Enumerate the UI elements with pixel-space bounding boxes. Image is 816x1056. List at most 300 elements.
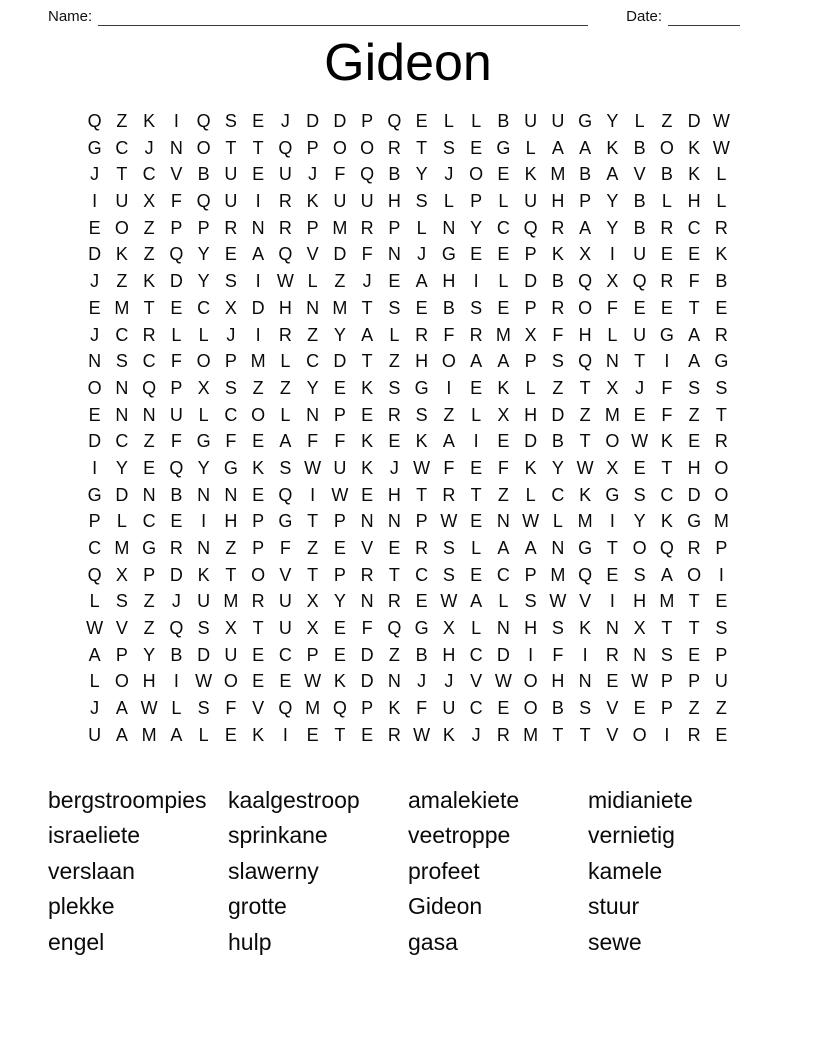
grid-letter: U [524,111,538,131]
puzzle-title: Gideon [324,34,492,92]
grid-row [81,268,735,295]
grid-letter: D [496,644,510,665]
grid-letter: N [142,404,156,425]
grid-letter: X [224,297,237,318]
grid-letter: M [250,351,266,372]
grid-letter: P [88,511,101,532]
grid-letter: N [197,484,211,505]
grid-letter: W [522,511,540,532]
grid-letter: P [115,644,128,665]
word-item: plekke [48,893,115,920]
grid-row [81,455,735,482]
grid-letter: T [252,137,264,158]
grid-letter: E [688,431,701,452]
grid-letter: E [88,217,101,238]
grid-letter: S [415,191,428,212]
grid-letter: N [306,404,320,425]
grid-letter: E [415,591,428,612]
grid-letter: C [415,564,429,585]
grid-letter: Z [388,644,400,665]
grid-letter: L [552,511,563,532]
grid-letter: E [333,377,346,398]
grid-letter: U [278,164,292,185]
grid-letter: T [143,297,155,318]
grid-letter: I [173,111,179,131]
grid-letter: O [223,671,238,692]
grid-letter: N [496,618,510,639]
grid-letter: E [715,591,728,612]
grid-letter: P [361,698,374,719]
grid-letter: K [442,724,455,745]
grid-letter: K [688,137,701,158]
grid-letter: C [142,351,156,372]
grid-letter: O [332,137,347,158]
grid-letter: A [252,244,265,265]
grid-letter: E [88,297,101,318]
grid-letter: G [87,484,102,505]
grid-letter: B [551,271,564,292]
grid-letter: R [387,404,401,425]
grid-letter: A [361,324,374,345]
grid-letter: E [170,511,183,532]
grid-letter: O [87,377,102,398]
grid-letter: G [714,351,729,372]
grid-letter: E [688,244,701,265]
grid-letter: R [387,137,401,158]
grid-letter: K [524,164,537,185]
grid-letter: K [579,484,592,505]
grid-letter: H [442,271,456,292]
word-list-column [228,783,408,961]
grid-letter: B [442,297,455,318]
grid-letter: E [497,244,510,265]
grid-letter: Z [661,111,673,131]
grid-letter: Y [470,217,483,238]
grid-letter: F [334,164,346,185]
grid-letter: Z [443,404,455,425]
grid-letter: Q [196,111,211,131]
grid-letter: L [716,164,727,185]
grid-letter: S [224,111,237,131]
grid-row [81,508,735,535]
grid-letter: A [497,351,510,372]
grid-letter: M [659,591,675,612]
grid-letter: K [606,137,619,158]
grid-letter: B [715,271,728,292]
grid-letter: K [388,698,401,719]
grid-letter: X [115,564,128,585]
grid-letter: T [579,431,591,452]
grid-letter: O [114,671,129,692]
word-list-column [588,783,768,961]
grid-letter: O [469,164,484,185]
grid-letter: H [387,484,401,505]
grid-letter: J [635,377,645,398]
grid-letter: P [415,511,428,532]
grid-letter: W [195,671,213,692]
grid-letter: T [361,297,373,318]
grid-letter: Z [116,111,128,131]
grid-letter: B [197,164,210,185]
grid-row [81,615,735,642]
grid-row [81,215,735,242]
grid-letter: I [609,591,615,612]
name-blank-line [98,10,588,26]
grid-letter: D [524,271,538,292]
grid-letter: K [415,431,428,452]
grid-letter: F [497,457,509,478]
grid-letter: S [442,137,455,158]
grid-letter: Q [578,271,593,292]
grid-letter: C [142,511,156,532]
grid-letter: U [115,191,129,212]
grid-letter: S [197,618,210,639]
grid-letter: F [416,698,428,719]
grid-letter: T [579,377,591,398]
grid-letter: V [606,724,619,745]
grid-letter: W [86,618,104,639]
grid-letter: I [92,191,98,212]
grid-letter: H [578,324,592,345]
grid-letter: R [551,297,565,318]
grid-letter: N [387,244,401,265]
grid-letter: L [198,724,209,745]
grid-letter: L [307,271,318,292]
grid-letter: T [307,564,319,585]
grid-letter: T [688,591,700,612]
grid-letter: K [197,564,210,585]
grid-letter: D [551,404,565,425]
grid-letter: L [471,404,482,425]
grid-letter: L [89,591,100,612]
grid-letter: L [525,484,536,505]
grid-letter: I [528,644,534,665]
grid-letter: X [306,618,319,639]
grid-letter: W [494,671,512,692]
grid-letter: N [551,538,565,558]
grid-letter: L [171,698,182,719]
grid-letter: M [114,538,130,558]
grid-letter: A [660,564,673,585]
grid-letter: M [523,724,539,745]
grid-letter: E [497,698,510,719]
grid-letter: E [388,431,401,452]
grid-letter: G [441,244,456,265]
grid-letter: L [280,351,291,372]
grid-letter: W [331,484,349,505]
grid-letter: G [578,111,593,131]
grid-letter: I [609,511,615,532]
grid-letter: M [332,217,348,238]
grid-letter: L [471,111,482,131]
grid-letter: S [279,457,292,478]
grid-letter: J [362,271,372,292]
grid-letter: O [687,564,702,585]
grid-letter: E [388,271,401,292]
grid-letter: E [470,244,483,265]
grid-letter: B [633,137,646,158]
grid-letter: J [417,671,427,692]
grid-letter: G [496,137,511,158]
grid-letter: Y [606,217,619,238]
grid-letter: Q [196,191,211,212]
grid-letter: Q [278,244,293,265]
grid-letter: Q [169,618,184,639]
grid-letter: F [443,324,455,345]
grid-letter: P [660,698,673,719]
grid-row [81,668,735,695]
word-item: vernietig [588,822,675,849]
grid-row [81,188,735,215]
grid-letter: W [413,724,431,745]
grid-letter: W [304,671,322,692]
grid-letter: Z [279,377,291,398]
grid-letter: E [470,564,483,585]
grid-letter: E [361,404,374,425]
grid-letter: F [661,377,673,398]
grid-letter: F [661,404,673,425]
grid-letter: E [224,244,237,265]
grid-letter: C [496,217,510,238]
word-item: gasa [408,928,458,955]
grid-letter: S [197,698,210,719]
grid-letter: T [388,564,400,585]
grid-letter: E [252,111,265,131]
grid-letter: E [688,644,701,665]
grid-letter: I [718,564,724,585]
grid-letter: S [633,564,646,585]
grid-letter: Z [688,404,700,425]
grid-letter: C [142,164,156,185]
grid-letter: W [712,137,730,158]
grid-letter: L [498,591,509,612]
grid-letter: D [360,671,374,692]
grid-letter: S [415,404,428,425]
grid-letter: H [687,191,701,212]
grid-letter: S [442,564,455,585]
grid-letter: X [224,618,237,639]
grid-letter: E [415,297,428,318]
grid-letter: X [606,271,619,292]
grid-letter: I [173,671,179,692]
grid-letter: E [306,724,319,745]
grid-letter: F [170,431,182,452]
grid-letter: M [713,511,729,532]
grid-letter: T [252,618,264,639]
grid-letter: M [550,564,566,585]
grid-letter: R [687,724,701,745]
grid-letter: L [89,671,100,692]
grid-letter: S [470,297,483,318]
grid-letter: S [524,591,537,612]
grid-letter: F [606,297,618,318]
grid-letter: H [224,511,238,532]
grid-letter: J [444,164,454,185]
grid-letter: O [114,217,129,238]
grid-letter: C [687,217,701,238]
grid-letter: J [308,164,318,185]
grid-letter: D [306,111,320,131]
grid-letter: L [198,404,209,425]
grid-letter: T [307,511,319,532]
grid-letter: B [551,431,564,452]
grid-letter: R [169,538,183,558]
grid-letter: Y [606,111,619,131]
grid-letter: A [170,724,183,745]
grid-letter: A [606,164,619,185]
grid-letter: U [278,591,292,612]
grid-letter: O [632,724,647,745]
grid-letter: B [415,644,428,665]
grid-letter: R [278,324,292,345]
grid-letter: A [279,431,292,452]
grid-letter: C [88,538,102,558]
grid-row [81,535,735,562]
grid-letter: T [470,484,482,505]
grid-letter: J [90,698,100,719]
grid-letter: I [664,351,670,372]
grid-letter: F [225,431,237,452]
grid-letter: F [361,618,373,639]
grid-letter: F [443,457,455,478]
grid-letter: F [307,431,319,452]
grid-letter: U [333,457,347,478]
grid-letter: L [471,618,482,639]
grid-letter: D [360,644,374,665]
grid-letter: M [550,164,566,185]
grid-letter: N [387,511,401,532]
grid-letter: P [715,538,728,558]
grid-letter: O [196,351,211,372]
grid-letter: N [605,618,619,639]
grid-letter: C [115,324,129,345]
grid-letter: E [606,671,619,692]
grid-letter: L [716,191,727,212]
grid-letter: Y [333,591,346,612]
grid-row [81,348,735,375]
grid-letter: H [278,297,292,318]
worksheet-header [0,0,816,26]
grid-letter: E [470,457,483,478]
grid-letter: S [633,484,646,505]
grid-row [81,322,735,349]
grid-letter: A [88,644,101,665]
grid-letter: Z [552,377,564,398]
grid-letter: K [143,111,156,131]
grid-letter: H [633,591,647,612]
grid-letter: K [252,724,265,745]
grid-letter: T [416,484,428,505]
grid-letter: U [278,618,292,639]
grid-letter: N [387,671,401,692]
grid-letter: J [417,244,427,265]
grid-letter: P [715,644,728,665]
grid-letter: E [606,564,619,585]
grid-letter: P [224,351,237,372]
grid-letter: Y [606,191,619,212]
grid-letter: U [714,671,728,692]
grid-letter: T [688,297,700,318]
grid-letter: M [332,297,348,318]
grid-letter: Q [278,137,293,158]
grid-letter: W [304,457,322,478]
grid-letter: U [633,324,647,345]
grid-letter: H [551,671,565,692]
grid-letter: Z [497,484,509,505]
grid-letter: B [497,111,510,131]
grid-letter: E [88,404,101,425]
grid-letter: K [660,431,673,452]
grid-letter: S [388,297,401,318]
grid-letter: P [388,217,401,238]
grid-letter: T [225,137,237,158]
grid-letter: D [251,297,265,318]
word-item: Gideon [408,893,483,920]
grid-letter: R [605,644,619,665]
grid-letter: C [469,698,483,719]
grid-letter: P [306,217,319,238]
grid-letter: E [361,484,374,505]
grid-letter: L [171,324,182,345]
grid-letter: P [170,217,183,238]
grid-letter: A [579,137,592,158]
grid-letter: T [579,724,591,745]
grid-letter: R [496,724,510,745]
grid-letter: B [633,217,646,238]
grid-letter: S [551,618,564,639]
grid-letter: C [197,297,211,318]
grid-letter: P [333,511,346,532]
grid-letter: S [442,538,455,558]
grid-letter: E [252,164,265,185]
word-item: profeet [408,857,480,884]
grid-letter: Q [169,244,184,265]
grid-letter: D [169,564,183,585]
grid-letter: L [416,217,427,238]
grid-letter: T [334,724,346,745]
grid-letter: G [659,324,674,345]
grid-letter: K [660,511,673,532]
word-item: slawerny [228,857,319,884]
grid-letter: U [633,244,647,265]
grid-letter: Q [387,111,402,131]
grid-letter: P [333,404,346,425]
grid-letter: M [114,297,130,318]
grid-letter: N [578,671,592,692]
grid-letter: D [88,431,102,452]
grid-letter: Z [143,431,155,452]
grid-letter: G [196,431,211,452]
grid-letter: E [633,404,646,425]
grid-letter: P [524,564,537,585]
grid-letter: M [305,698,321,719]
grid-letter: I [255,324,261,345]
grid-letter: L [525,377,536,398]
grid-letter: R [660,217,674,238]
grid-letter: V [606,698,619,719]
grid-row [81,428,735,455]
grid-letter: U [224,191,238,212]
grid-letter: C [306,351,320,372]
grid-letter: U [169,404,183,425]
grid-letter: G [278,511,293,532]
word-item: bergstroompies [48,786,207,813]
grid-letter: P [361,111,374,131]
grid-letter: K [361,377,374,398]
word-item: hulp [228,928,272,955]
grid-letter: B [170,484,183,505]
grid-letter: P [688,671,701,692]
